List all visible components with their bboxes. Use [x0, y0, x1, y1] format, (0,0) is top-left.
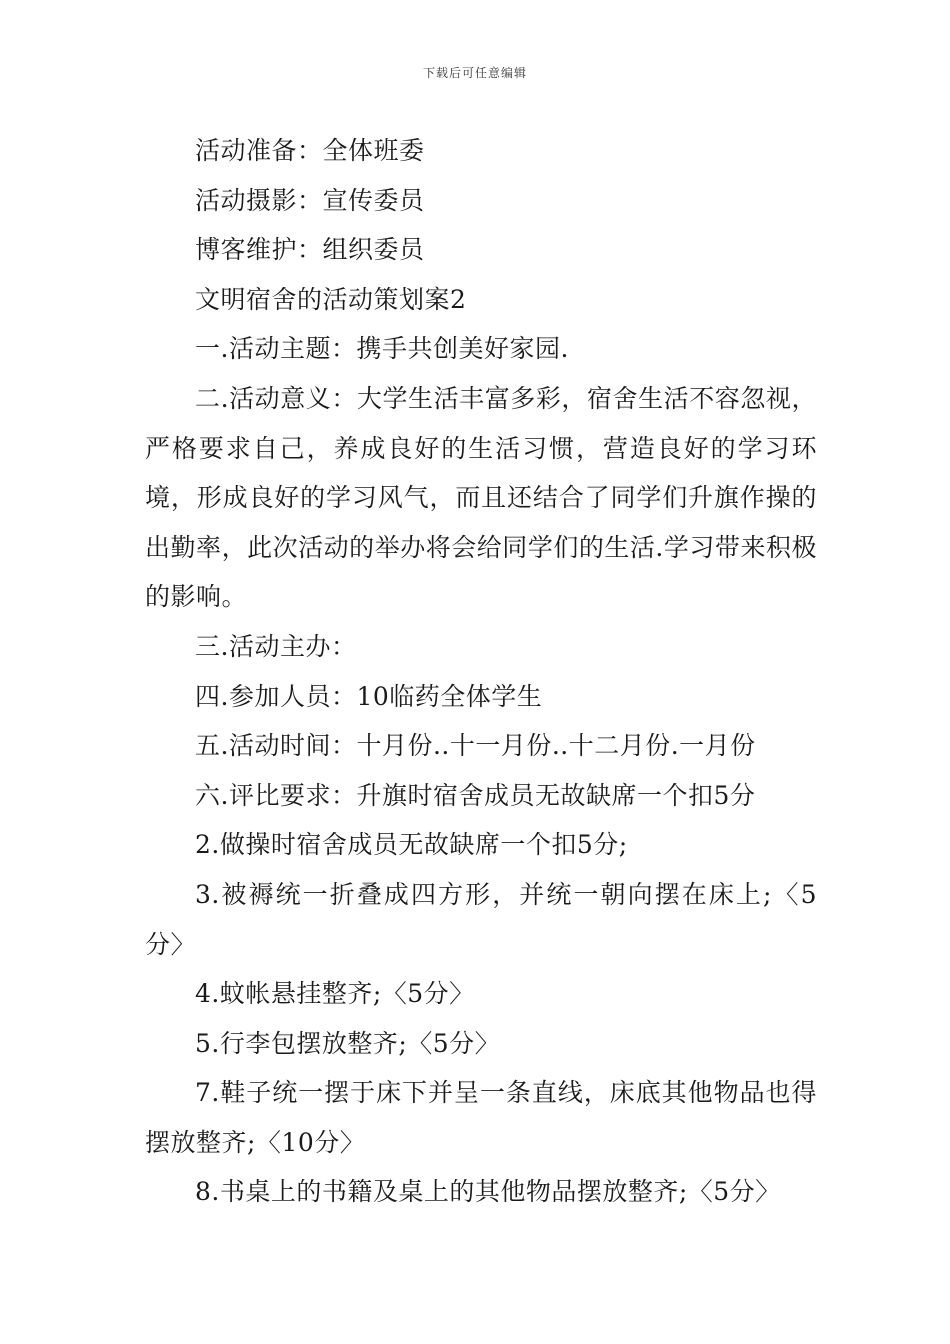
- paragraph-time: 五.活动时间：十月份..十一月份..十二月份.一月份: [195, 731, 756, 761]
- paragraph-organizer: 三.活动主办：: [195, 631, 357, 661]
- document-body: [145, 126, 817, 1217]
- paragraph-activity-photography: 活动摄影：宣传委员: [195, 185, 425, 215]
- rule-item-2: 2.做操时宿舍成员无故缺席一个扣5分;: [195, 830, 628, 860]
- paragraph-requirements: 六.评比要求：升旗时宿舍成员无故缺席一个扣5分: [195, 780, 756, 810]
- rule-item-4: 4.蚊帐悬挂整齐;〈5分〉: [195, 979, 475, 1009]
- rule-item-5: 5.行李包摆放整齐;〈5分〉: [195, 1028, 501, 1058]
- rule-item-7: 7.鞋子统一摆于床下并呈一条直线，床底其他物品也得摆放整齐;〈10分〉: [145, 1078, 817, 1157]
- paragraph-significance: 二.活动意义：大学生活丰富多彩，宿舍生活不容忽视，严格要求自己，养成良好的生活习惯，营造良好的学习环境，形成良好的学习风气，而且还结合了同学们升旗作操的出勤率，此次活动的举办将会给同学们的生活.学习带来积极的影响。: [145, 383, 817, 612]
- rule-item-8: 8.书桌上的书籍及桌上的其他物品摆放整齐;〈5分〉: [195, 1177, 781, 1207]
- paragraph-activity-preparation: 活动准备：全体班委: [195, 136, 425, 165]
- paragraph-participants: 四.参加人员：10临药全体学生: [195, 681, 543, 711]
- rule-item-3: 3.被褥统一折叠成四方形，并统一朝向摆在床上;〈5分〉: [145, 879, 817, 959]
- section-title: 文明宿舍的活动策划案2: [195, 284, 467, 314]
- header-note: 下载后可任意编辑: [422, 66, 527, 80]
- paragraph-blog-maintenance: 博客维护：组织委员: [195, 235, 425, 265]
- paragraph-theme: 一.活动主题：携手共创美好家园.: [195, 334, 569, 364]
